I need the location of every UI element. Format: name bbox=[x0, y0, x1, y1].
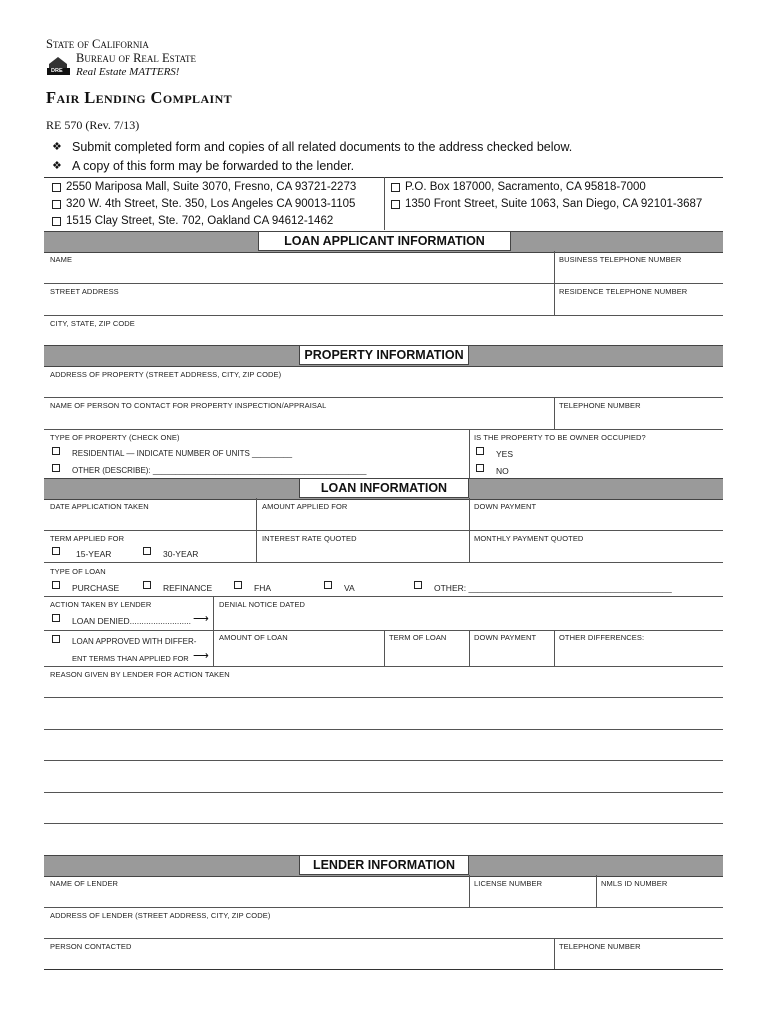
divider bbox=[469, 429, 470, 478]
other-property-label: OTHER (DESCRIBE): ________________________________________________ bbox=[72, 466, 367, 475]
divider bbox=[384, 630, 385, 666]
other-differences-label: OTHER DIFFERENCES: bbox=[559, 633, 645, 642]
monthly-payment-label: MONTHLY PAYMENT QUOTED bbox=[474, 534, 584, 543]
owner-occupied-label: IS THE PROPERTY TO BE OWNER OCCUPIED? bbox=[474, 433, 646, 442]
term-of-loan-label: TERM OF LOAN bbox=[389, 633, 447, 642]
section-band-lender bbox=[44, 855, 723, 877]
reason-line[interactable] bbox=[44, 697, 723, 698]
va-checkbox[interactable] bbox=[324, 581, 332, 589]
down-payment2-label: DOWN PAYMENT bbox=[474, 633, 537, 642]
form-number: RE 570 (Rev. 7/13) bbox=[46, 118, 140, 132]
diamond-bullet-icon: ❖ bbox=[52, 141, 62, 153]
property-contact-label: NAME OF PERSON TO CONTACT FOR PROPERTY INSPECTION/APPRAISAL bbox=[50, 401, 327, 410]
arrow-right-icon: ⟶ bbox=[193, 650, 209, 662]
refinance-label: REFINANCE bbox=[163, 583, 213, 593]
instruction-1: Submit completed form and copies of all related documents to the address checked below. bbox=[72, 140, 573, 154]
diamond-bullet-icon: ❖ bbox=[52, 160, 62, 172]
address-los-angeles: 320 W. 4th Street, Ste. 350, Los Angeles CA 90013-1105 bbox=[66, 198, 356, 210]
divider bbox=[596, 875, 597, 907]
section-title-lender: LENDER INFORMATION bbox=[299, 855, 469, 875]
divider bbox=[554, 938, 555, 969]
address-san-diego: 1350 Front Street, Suite 1063, San Diego, CA 92101-3687 bbox=[405, 198, 703, 210]
loan-approved-different-checkbox[interactable] bbox=[52, 635, 60, 643]
amount-of-loan-label: AMOUNT OF LOAN bbox=[219, 633, 288, 642]
reason-line[interactable] bbox=[44, 760, 723, 761]
section-title-property: PROPERTY INFORMATION bbox=[299, 345, 469, 365]
lender-name-label: NAME OF LENDER bbox=[50, 879, 119, 888]
va-label: VA bbox=[344, 583, 355, 593]
denial-notice-label: DENIAL NOTICE DATED bbox=[219, 600, 306, 609]
down-payment-label: DOWN PAYMENT bbox=[474, 502, 537, 511]
divider bbox=[554, 397, 555, 429]
street-address-label: STREET ADDRESS bbox=[50, 287, 119, 296]
loan-approved-label-2: ENT TERMS THAN APPLIED FOR bbox=[72, 654, 189, 663]
purchase-label: PURCHASE bbox=[72, 583, 120, 593]
divider bbox=[213, 596, 214, 666]
address-sacramento: P.O. Box 187000, Sacramento, CA 95818-7000 bbox=[405, 181, 646, 193]
business-phone-label: BUSINESS TELEPHONE NUMBER bbox=[559, 255, 682, 264]
property-phone-label: TELEPHONE NUMBER bbox=[559, 401, 641, 410]
license-number-label: LICENSE NUMBER bbox=[474, 879, 543, 888]
date-application-label: DATE APPLICATION TAKEN bbox=[50, 502, 149, 511]
divider bbox=[44, 315, 723, 316]
address-fresno-checkbox[interactable] bbox=[52, 183, 61, 192]
type-of-loan-label: TYPE OF LOAN bbox=[50, 567, 106, 576]
refinance-checkbox[interactable] bbox=[143, 581, 151, 589]
section-title-loan: LOAN INFORMATION bbox=[299, 478, 469, 498]
arrow-right-icon: ⟶ bbox=[193, 613, 209, 625]
residence-phone-label: RESIDENCE TELEPHONE NUMBER bbox=[559, 287, 688, 296]
bureau-name: Bureau of Real Estate bbox=[76, 51, 196, 65]
form-title: Fair Lending Complaint bbox=[46, 88, 233, 107]
state-name: State of California bbox=[46, 37, 149, 51]
address-oakland-checkbox[interactable] bbox=[52, 217, 61, 226]
city-state-zip-label: CITY, STATE, ZIP CODE bbox=[50, 319, 135, 328]
owner-occupied-no-checkbox[interactable] bbox=[476, 464, 484, 472]
loan-denied-checkbox[interactable] bbox=[52, 614, 60, 622]
other-property-checkbox[interactable] bbox=[52, 464, 60, 472]
owner-occupied-yes-checkbox[interactable] bbox=[476, 447, 484, 455]
address-oakland: 1515 Clay Street, Ste. 702, Oakland CA 94612-1462 bbox=[66, 215, 334, 227]
interest-rate-label: INTEREST RATE QUOTED bbox=[262, 534, 357, 543]
divider bbox=[384, 177, 385, 230]
term-applied-label: TERM APPLIED FOR bbox=[50, 534, 125, 543]
term-15-checkbox[interactable] bbox=[52, 547, 60, 555]
amount-applied-label: AMOUNT APPLIED FOR bbox=[262, 502, 348, 511]
fha-label: FHA bbox=[254, 583, 271, 593]
section-band-loan bbox=[44, 478, 723, 500]
term-30-label: 30-YEAR bbox=[163, 549, 199, 559]
section-band-applicant bbox=[44, 231, 723, 253]
applicant-name-label: NAME bbox=[50, 255, 73, 264]
reason-line[interactable] bbox=[44, 729, 723, 730]
property-address-label: ADDRESS OF PROPERTY (STREET ADDRESS, CITY, ZIP CODE) bbox=[50, 370, 282, 379]
divider bbox=[44, 562, 723, 563]
other-loan-checkbox[interactable] bbox=[414, 581, 422, 589]
section-title-applicant: LOAN APPLICANT INFORMATION bbox=[258, 231, 511, 251]
address-sacramento-checkbox[interactable] bbox=[391, 183, 400, 192]
fha-checkbox[interactable] bbox=[234, 581, 242, 589]
purchase-checkbox[interactable] bbox=[52, 581, 60, 589]
nmls-id-label: NMLS ID NUMBER bbox=[601, 879, 668, 888]
owner-occupied-no-label: NO bbox=[496, 466, 509, 476]
person-contacted-label: PERSON CONTACTED bbox=[50, 942, 132, 951]
divider bbox=[44, 666, 723, 667]
address-los-angeles-checkbox[interactable] bbox=[52, 200, 61, 209]
residential-checkbox[interactable] bbox=[52, 447, 60, 455]
divider bbox=[44, 530, 723, 531]
divider bbox=[44, 907, 723, 908]
divider bbox=[44, 429, 723, 430]
residential-label: RESIDENTIAL — INDICATE NUMBER OF UNITS _________ bbox=[72, 449, 293, 458]
logo-text: DRE bbox=[51, 68, 63, 74]
divider bbox=[469, 875, 470, 907]
divider bbox=[44, 969, 723, 970]
other-loan-label: OTHER: ___________________________________________ bbox=[434, 583, 672, 593]
reason-line[interactable] bbox=[44, 823, 723, 824]
divider bbox=[44, 938, 723, 939]
bureau-logo bbox=[46, 54, 71, 76]
section-band-property bbox=[44, 345, 723, 367]
lender-phone-label: TELEPHONE NUMBER bbox=[559, 942, 641, 951]
divider bbox=[44, 596, 723, 597]
tagline: Real Estate MATTERS! bbox=[76, 66, 180, 78]
divider bbox=[44, 283, 723, 284]
reason-label: REASON GIVEN BY LENDER FOR ACTION TAKEN bbox=[50, 670, 230, 679]
loan-approved-label-1: LOAN APPROVED WITH DIFFER- bbox=[72, 637, 197, 646]
loan-denied-label: LOAN DENIED.......................... bbox=[72, 616, 192, 626]
address-san-diego-checkbox[interactable] bbox=[391, 200, 400, 209]
instruction-2: A copy of this form may be forwarded to the lender. bbox=[72, 159, 355, 173]
divider bbox=[44, 397, 723, 398]
lender-address-label: ADDRESS OF LENDER (STREET ADDRESS, CITY, ZIP CODE) bbox=[50, 911, 271, 920]
owner-occupied-yes-label: YES bbox=[496, 449, 514, 459]
address-fresno: 2550 Mariposa Mall, Suite 3070, Fresno, CA 93721-2273 bbox=[66, 181, 357, 193]
action-taken-label: ACTION TAKEN BY LENDER bbox=[50, 600, 152, 609]
property-type-label: TYPE OF PROPERTY (CHECK ONE) bbox=[50, 433, 180, 442]
reason-line[interactable] bbox=[44, 792, 723, 793]
divider bbox=[554, 630, 555, 666]
divider bbox=[469, 630, 470, 666]
term-30-checkbox[interactable] bbox=[143, 547, 151, 555]
term-15-label: 15-YEAR bbox=[76, 549, 112, 559]
